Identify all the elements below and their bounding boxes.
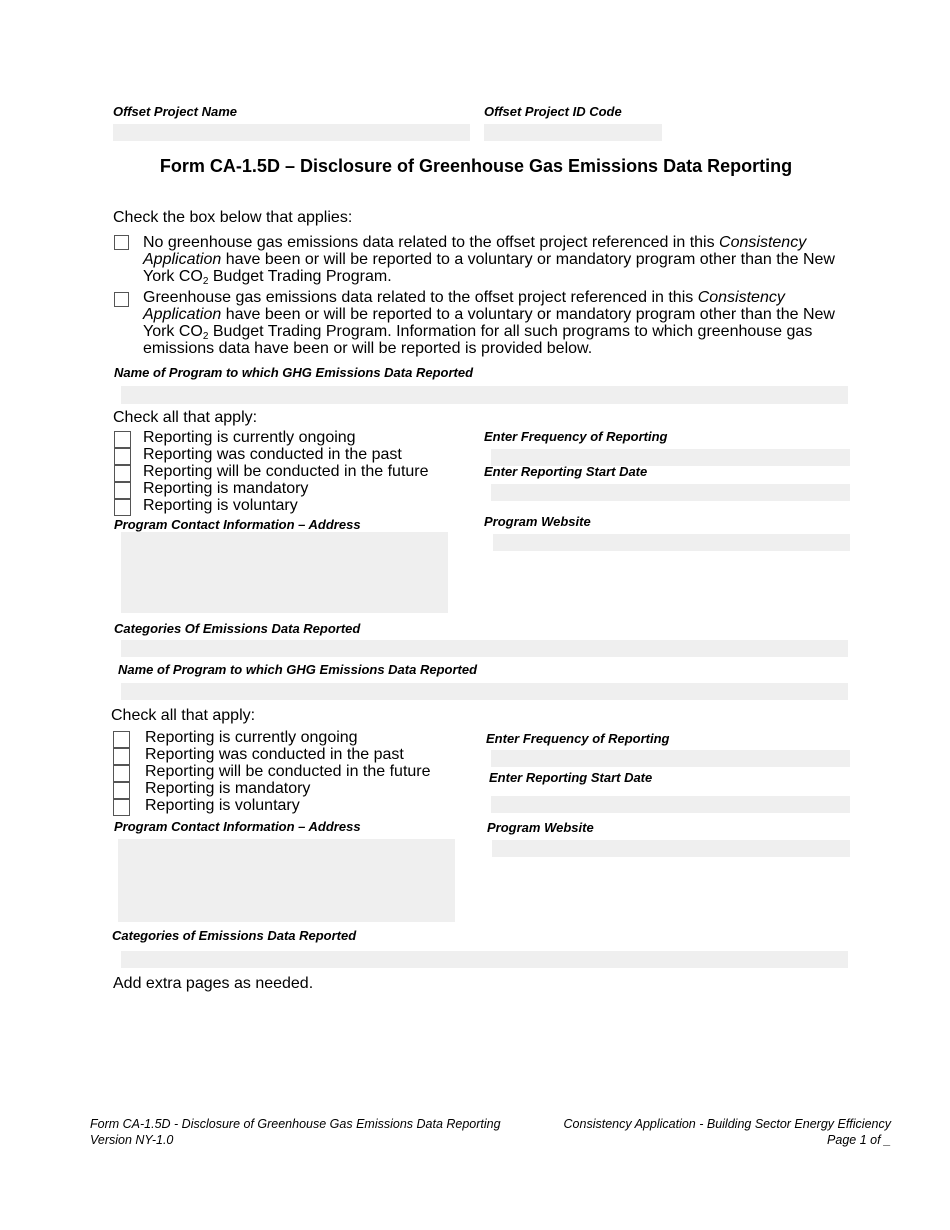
contact-field-1[interactable] bbox=[121, 532, 448, 613]
ongoing-label-2: Reporting is currently ongoing bbox=[145, 729, 358, 746]
website-field-1[interactable] bbox=[493, 534, 850, 551]
footer-form-name: Form CA-1.5D - Disclosure of Greenhouse Gas Emissions Data Reporting bbox=[90, 1117, 501, 1131]
mandatory-checkbox-1[interactable] bbox=[114, 482, 131, 499]
website-field-2[interactable] bbox=[492, 840, 850, 857]
future-label-1: Reporting will be conducted in the future bbox=[143, 463, 429, 480]
footer-left bbox=[90, 1116, 501, 1148]
voluntary-label-1: Reporting is voluntary bbox=[143, 497, 298, 514]
website-label-2: Program Website bbox=[487, 820, 594, 835]
footer-version: Version NY-1.0 bbox=[90, 1133, 174, 1147]
contact-label-2: Program Contact Information – Address bbox=[114, 819, 361, 834]
voluntary-checkbox-2[interactable] bbox=[113, 799, 130, 816]
start-date-field-1[interactable] bbox=[491, 484, 850, 501]
future-label-2: Reporting will be conducted in the future bbox=[145, 763, 431, 780]
contact-label-1: Program Contact Information – Address bbox=[114, 517, 361, 532]
project-name-field[interactable] bbox=[113, 124, 470, 141]
categories-field-2[interactable] bbox=[121, 951, 848, 968]
footer-right bbox=[564, 1116, 891, 1148]
check-all-label-2: Check all that apply: bbox=[111, 707, 256, 724]
no-reporting-text: No greenhouse gas emissions data related to the offset project referenced in this Consistency Application have been or will be reported to a voluntary or mandatory program other than the New York $CO_2$ Budget Trading Program. bbox=[143, 234, 835, 287]
past-label-1: Reporting was conducted in the past bbox=[143, 446, 402, 463]
past-label-2: Reporting was conducted in the past bbox=[145, 746, 404, 763]
form-title: Form CA-1.5D – Disclosure of Greenhouse Gas Emissions Data Reporting bbox=[159, 156, 793, 176]
ongoing-label-1: Reporting is currently ongoing bbox=[143, 429, 356, 446]
past-checkbox-1[interactable] bbox=[114, 448, 131, 465]
start-date-field-2[interactable] bbox=[491, 796, 850, 813]
categories-label-1: Categories Of Emissions Data Reported bbox=[114, 621, 361, 636]
project-name-label: Offset Project Name bbox=[113, 104, 238, 119]
frequency-field-2[interactable] bbox=[491, 750, 850, 767]
contact-field-2[interactable] bbox=[118, 839, 455, 922]
voluntary-checkbox-1[interactable] bbox=[114, 499, 131, 516]
program-name-label-2: Name of Program to which GHG Emissions Data Reported bbox=[118, 662, 478, 677]
program-name-label-1: Name of Program to which GHG Emissions Data Reported bbox=[114, 365, 474, 380]
project-id-label: Offset Project ID Code bbox=[484, 104, 622, 119]
program-name-field-2[interactable] bbox=[121, 683, 848, 700]
mandatory-label-2: Reporting is mandatory bbox=[145, 780, 311, 797]
footer-page-number: Page 1 of _ bbox=[827, 1133, 891, 1147]
program-name-field-1[interactable] bbox=[121, 386, 848, 404]
future-checkbox-2[interactable] bbox=[113, 765, 130, 782]
project-id-field[interactable] bbox=[484, 124, 662, 141]
voluntary-label-2: Reporting is voluntary bbox=[145, 797, 300, 814]
extra-pages-note: Add extra pages as needed. bbox=[113, 975, 314, 992]
frequency-label-2: Enter Frequency of Reporting bbox=[486, 731, 670, 746]
past-checkbox-2[interactable] bbox=[113, 748, 130, 765]
reporting-text: Greenhouse gas emissions data related to the offset project referenced in this Consistency Application have been or will be reported to a voluntary or mandatory program other than the New York $CO_2$ Budget Trading Program. Information for all such programs to which greenhouse gas emissions data have been or will be reported is provided below. bbox=[143, 289, 835, 357]
ongoing-checkbox-1[interactable] bbox=[114, 431, 131, 448]
ongoing-checkbox-2[interactable] bbox=[113, 731, 130, 748]
frequency-label-1: Enter Frequency of Reporting bbox=[484, 429, 668, 444]
start-date-label-2: Enter Reporting Start Date bbox=[489, 770, 653, 785]
start-date-label-1: Enter Reporting Start Date bbox=[484, 464, 648, 479]
website-label-1: Program Website bbox=[484, 514, 591, 529]
check-all-label-1: Check all that apply: bbox=[113, 409, 258, 426]
reporting-checkbox[interactable] bbox=[114, 292, 129, 307]
categories-field-1[interactable] bbox=[121, 640, 848, 657]
future-checkbox-1[interactable] bbox=[114, 465, 131, 482]
no-reporting-checkbox[interactable] bbox=[114, 235, 129, 250]
mandatory-label-1: Reporting is mandatory bbox=[143, 480, 309, 497]
mandatory-checkbox-2[interactable] bbox=[113, 782, 130, 799]
instructions: Check the box below that applies: bbox=[113, 209, 353, 226]
footer-application: Consistency Application - Building Sector Energy Efficiency bbox=[563, 1117, 891, 1131]
categories-label-2: Categories of Emissions Data Reported bbox=[112, 928, 357, 943]
